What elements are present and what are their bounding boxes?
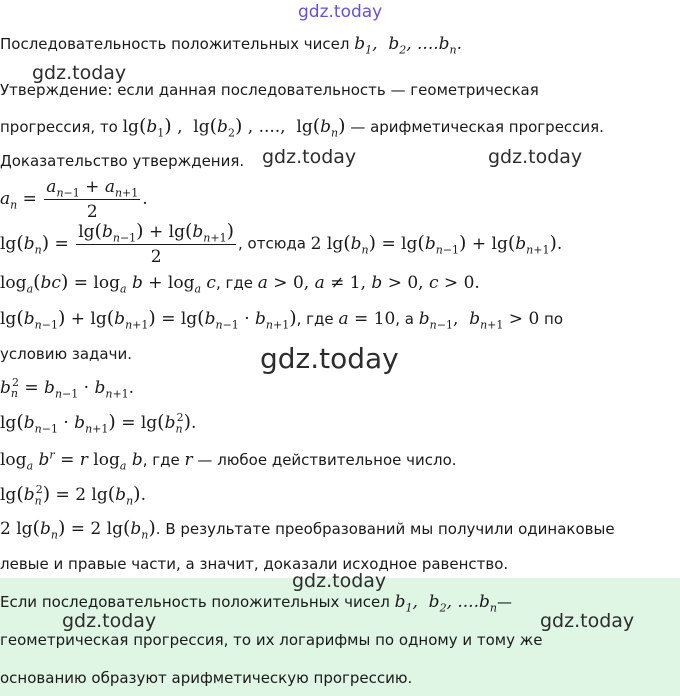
formula-an: $a_n$ = $\frac{a_{n-1} + a_{n+1}}{2}$ .: [0, 177, 148, 222]
line-sequence: [0, 34, 463, 57]
watermark: gdz.today: [488, 146, 583, 168]
conclusion-math: $b_1$, $b_2$, $....b_n$: [394, 592, 497, 615]
formula-bn-squared: $b_n^2 = b_{n-1} \cdot b_{n+1}$.: [0, 376, 135, 401]
formula-equality: 2 $\lg(b_n) = 2$ $\lg(b_n)$. В результате преобразований мы получили одинаковые: [0, 517, 615, 542]
line-result: левые и правые части, а значит, доказали исходное равенство.: [0, 555, 509, 573]
line-claim-2: [0, 115, 604, 140]
line-proof-heading: [0, 151, 244, 171]
conclusion-line-2: геометрическая прогрессия, то их логарифмы по одному и тому же: [0, 631, 543, 649]
conclusion-line-1: [0, 592, 512, 615]
claim-text-b: — арифметическая прогрессия.: [345, 118, 604, 136]
formula-lg-bn: $\lg(b_n)$ = $\frac{\lg(b_{n-1}) + \lg(b_{n+1})}{2}$ , отсюда 2 $\lg(b_n) = \lg(b_{n-1}) + \lg(b_{n+1})$.: [0, 220, 563, 267]
formula-text: — любое действительное число.: [192, 451, 457, 469]
formula-lg-product: $\lg(b_{n-1} \cdot b_{n+1}) = \lg(b_n^2)$.: [0, 411, 197, 436]
conclusion-dash: —: [496, 593, 512, 611]
claim-text-a: прогрессия, то: [0, 118, 123, 136]
formula-text: по: [539, 310, 564, 328]
formula-text: , где: [215, 274, 258, 292]
sequence-text: Последовательность положительных чисел: [0, 35, 355, 53]
watermark-large: gdz.today: [260, 342, 399, 375]
watermark: gdz.today: [292, 570, 387, 592]
formula-text: , а: [395, 310, 419, 328]
conclusion-text: Если последовательность положительных чисел: [0, 593, 395, 611]
conclusion-line-3: основанию образуют арифметическую прогрессию.: [0, 669, 413, 687]
watermark: gdz.today: [540, 610, 635, 632]
line-claim: Утверждение: если данная последовательность — геометрическая: [0, 81, 539, 99]
proof-heading: Доказательство утверждения.: [0, 152, 245, 170]
formula-lg-power: $\lg(b_n^2) = 2$ $\lg(b_n)$.: [0, 483, 146, 508]
formula-text: . В результате преобразований мы получили одинаковые: [155, 520, 615, 538]
claim-math: $\lg(b_1)$ , $\lg(b_2)$ , ...., $\lg(b_n)$: [122, 115, 346, 140]
formula-text: , где: [142, 451, 185, 469]
formula-text: , где: [296, 310, 339, 328]
watermark: gdz.today: [262, 146, 357, 168]
watermark: gdz.today: [62, 610, 157, 632]
formula-text: , отсюда: [238, 234, 311, 253]
watermark-top: gdz.today: [298, 2, 383, 22]
sequence-math: $b_1$, $b_2$, $....b_n$.: [354, 34, 463, 57]
line-condition: условию задачи.: [0, 345, 132, 363]
watermark: gdz.today: [32, 62, 127, 84]
formula-log-product: $\log_a(bc) = \log_a b + \log_a c$, где a > 0, a ≠ 1, b > 0, c > 0.: [0, 271, 480, 296]
formula-log-power: $\log_a b^r = r$ $\log_a b$, где r — любое действительное число.: [0, 448, 457, 473]
formula-lg-sum: $\lg(b_{n-1}) + \lg(b_{n+1}) = \lg(b_{n-1} \cdot b_{n+1})$, где a = 10, а $b_{n-1}$, $b_{n+1} > 0$ по: [0, 307, 564, 332]
